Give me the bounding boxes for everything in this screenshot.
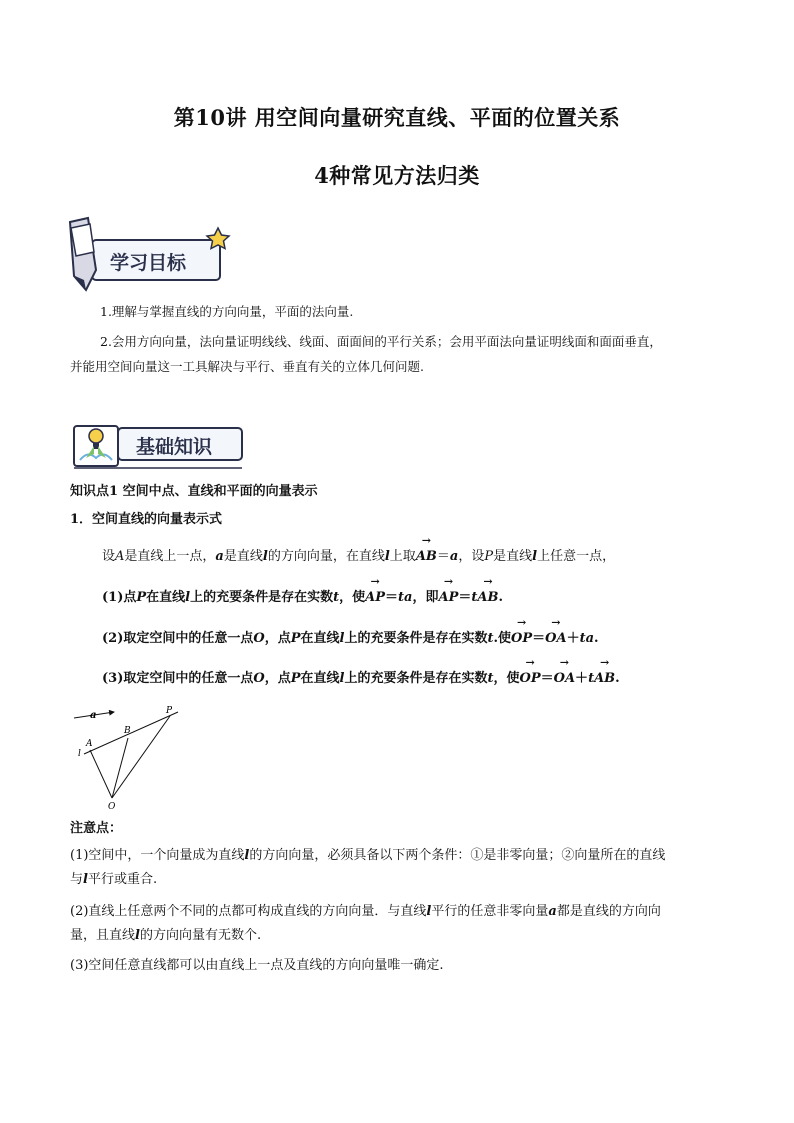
basics-banner	[72, 420, 252, 472]
label-a: a	[90, 710, 97, 721]
condition-1: (1)点P在直线l上的充要条件是存在实数t，使→ AP＝ta，即→ AP＝t→ AB.	[102, 587, 503, 608]
label-P: P	[166, 706, 173, 716]
label-B: B	[124, 726, 131, 736]
line-intro: 设A是直线上一点，a是直线l的方向向量，在直线l上取→ AB＝a，设P是直线l上任意一点，	[102, 546, 615, 567]
condition-3: (3)取定空间中的任意一点O，点P在直线l上的充要条件是存在实数t，使→ OP＝→ OA＋t→ AB.	[102, 668, 620, 689]
knowledge-point-heading: 知识点1 空间中点、直线和平面的向量表示	[70, 484, 318, 499]
section-heading: 1．空间直线的向量表示式	[70, 512, 223, 527]
goals-banner	[66, 214, 236, 296]
page-title: 第10讲 用空间向量研究直线、平面的位置关系	[173, 105, 621, 130]
note-1: (1)空间中，一个向量成为直线l的方向向量，必须具备以下两个条件：①是非零向量；②向量所在的直线 与l平行或重合.	[70, 848, 666, 887]
goal-2-cont: 并能用空间向量这一工具解决与平行、垂直有关的立体几何问题.	[70, 359, 424, 374]
line-l	[84, 712, 178, 754]
goals-banner-label: 学习目标	[110, 252, 187, 274]
line-vector-figure	[70, 702, 190, 812]
segment-OA	[90, 750, 112, 798]
condition-2: (2)取定空间中的任意一点O，点P在直线l上的充要条件是存在实数t.使→ OP＝→ OA＋ta.	[102, 628, 599, 649]
goal-2: 2.会用方向向量，法向量证明线线、线面、面面间的平行关系；会用平面法向量证明线面和面面垂直，	[100, 334, 662, 349]
label-A: A	[86, 739, 93, 749]
goal-1: 1.理解与掌握直线的方向向量，平面的法向量.	[100, 304, 354, 319]
note-3: (3)空间任意直线都可以由直线上一点及直线的方向向量唯一确定.	[70, 958, 444, 973]
label-O: O	[108, 802, 116, 812]
notes-heading: 注意点：	[70, 821, 123, 836]
note-2: (2)直线上任意两个不同的点都可构成直线的方向向量．与直线l平行的任意非零向量a都是直线的方向向 量，且直线l的方向向量有无数个.	[70, 904, 661, 943]
label-l: l	[78, 749, 81, 759]
basics-banner-label: 基础知识	[136, 436, 213, 458]
segment-OB	[112, 738, 128, 798]
page-subtitle: 4种常见方法归类	[314, 163, 480, 188]
